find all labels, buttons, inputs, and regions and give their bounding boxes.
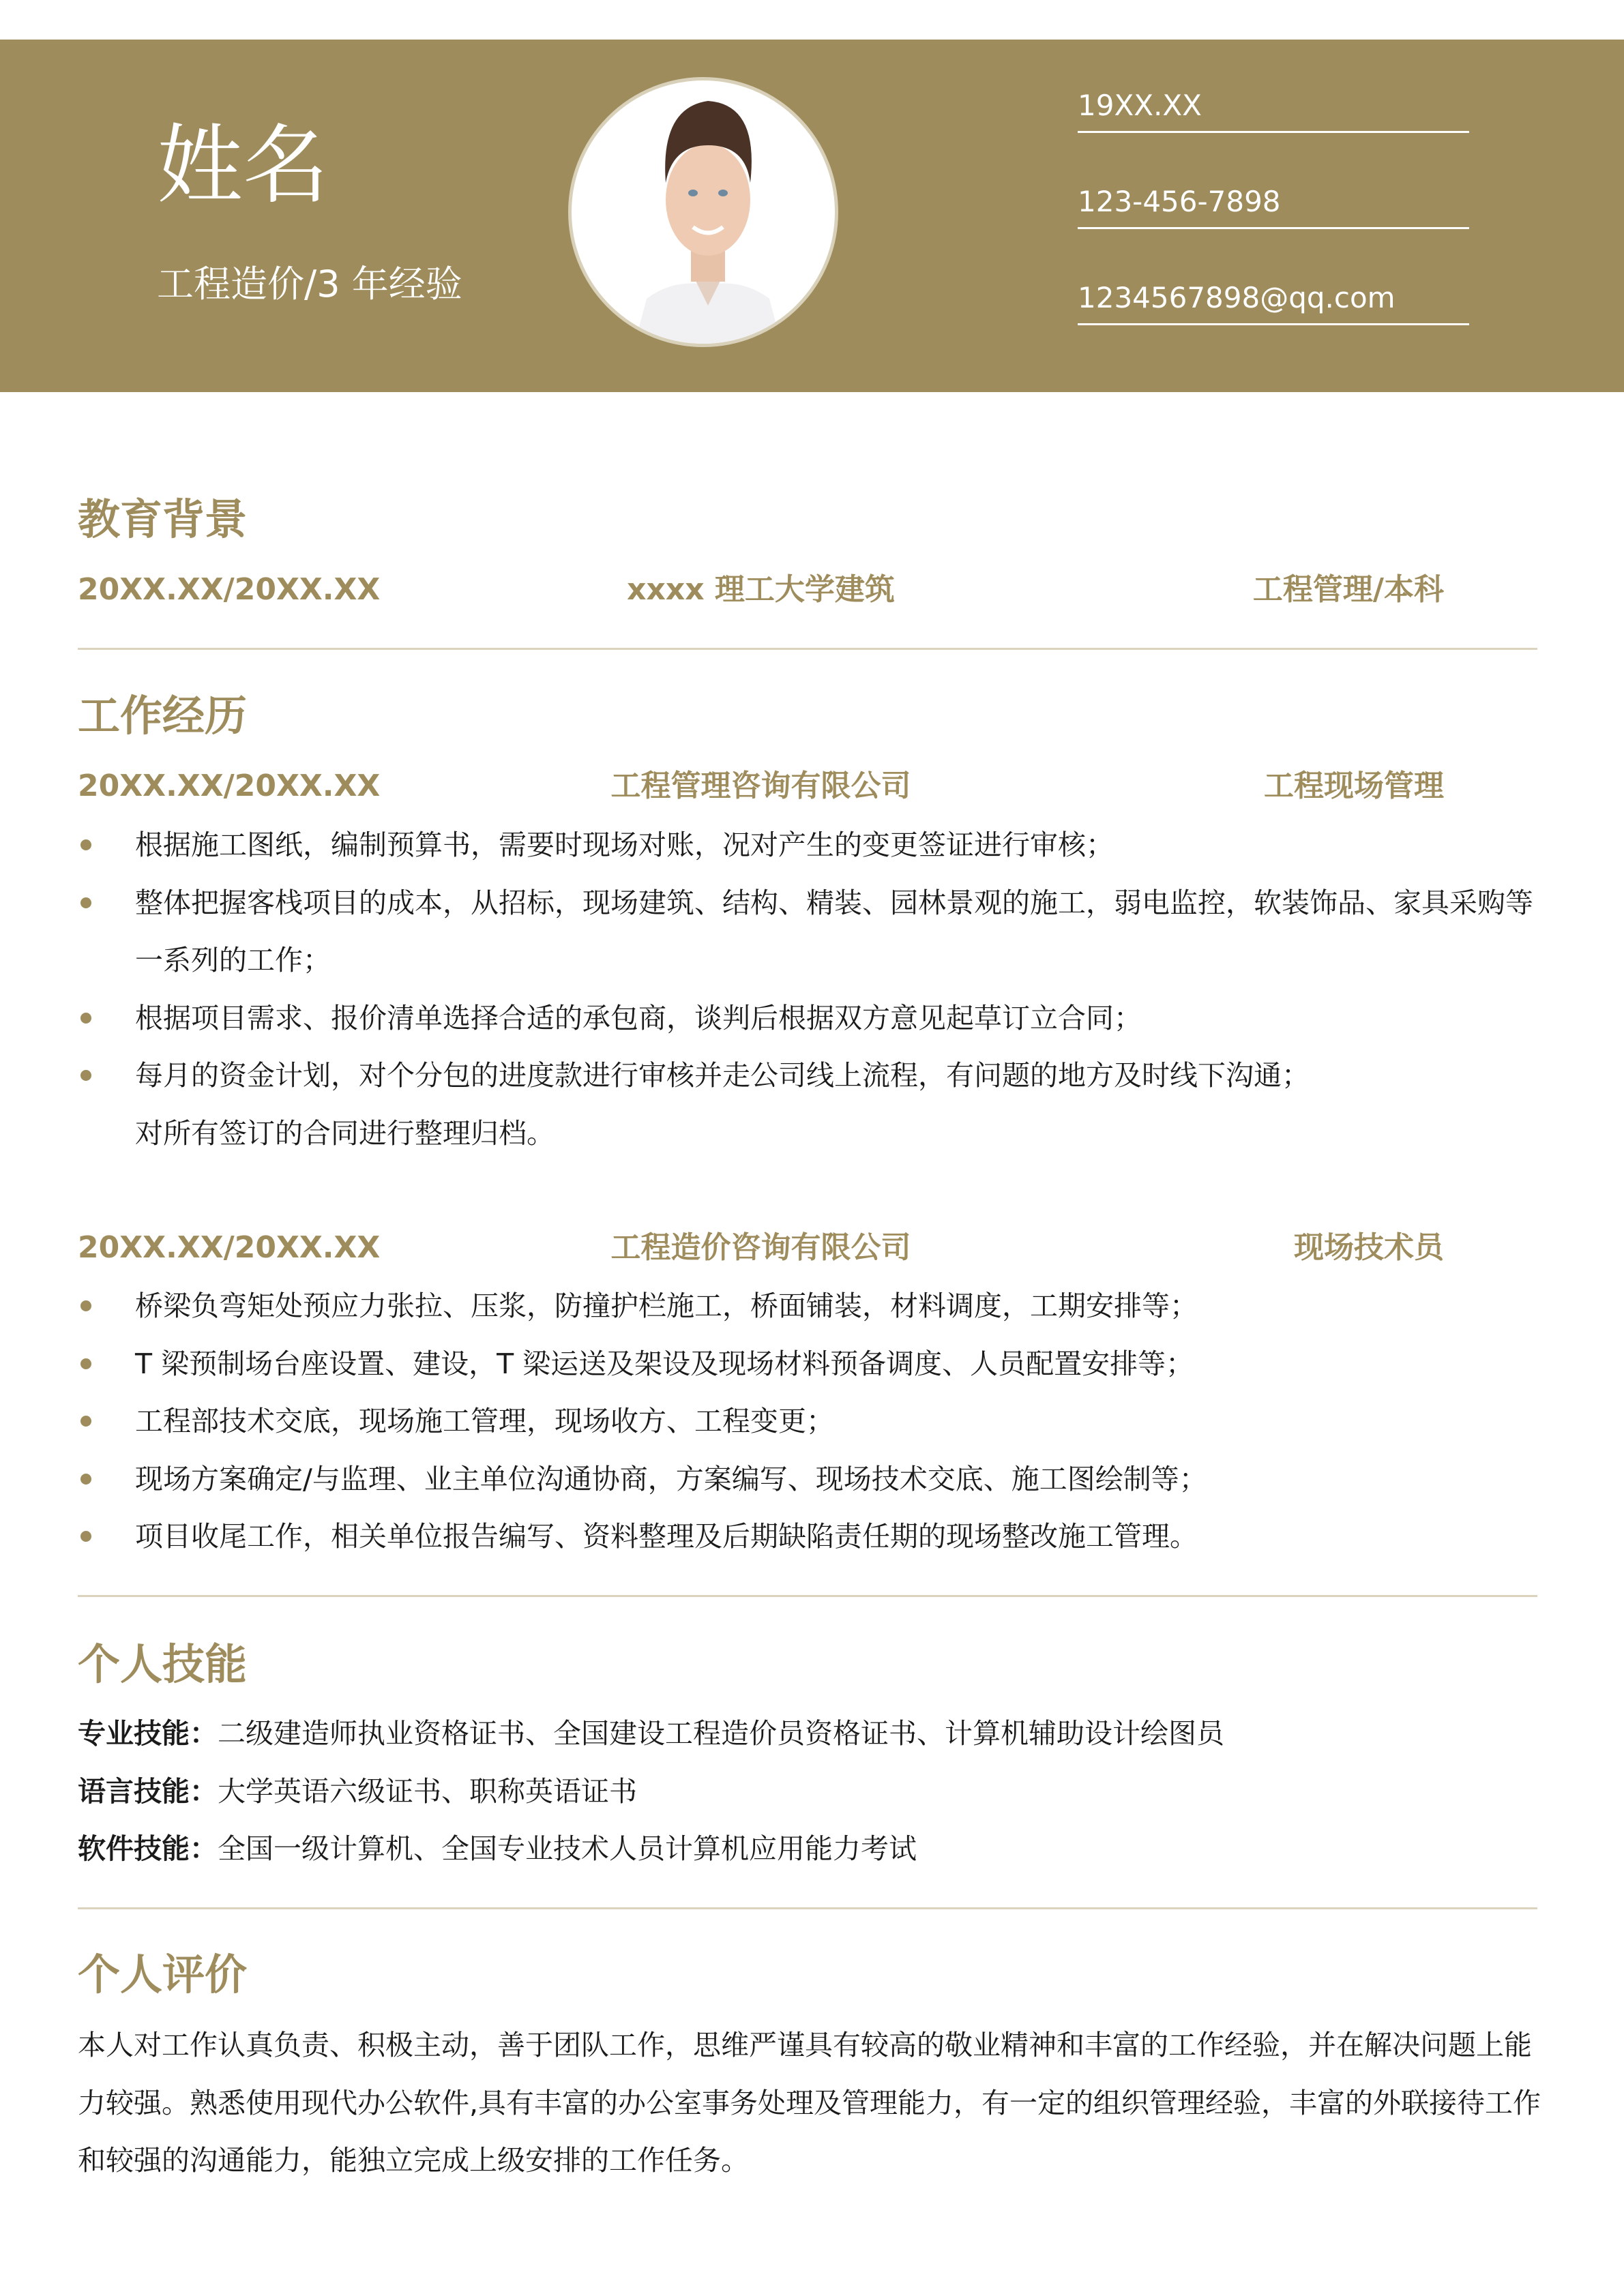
job-date: 20XX.XX/20XX.XX	[78, 769, 381, 803]
education-major: 工程管理/本科	[1252, 572, 1444, 607]
job-duties	[78, 1277, 1551, 1566]
bullet-icon	[80, 839, 91, 850]
divider	[78, 1907, 1537, 1909]
list-item: 整体把握客栈项目的成本，从招标，现场建筑、结构、精装、园林景观的施工，弱电监控，软装饰品、家具采购等一系列的工作；	[78, 874, 1551, 989]
list-item: 现场方案确定/与监理、业主单位沟通协商，方案编写、现场技术交底、施工图绘制等；	[78, 1450, 1551, 1508]
name: 姓名	[157, 115, 329, 215]
phone: 123-456-7898	[1078, 181, 1469, 229]
job-date: 20XX.XX/20XX.XX	[78, 1230, 381, 1265]
bullet-icon	[80, 1070, 91, 1081]
bullet-icon	[80, 1531, 91, 1542]
list-item: 桥梁负弯矩处预应力张拉、压浆，防撞护栏施工，桥面铺装，材料调度，工期安排等；	[78, 1277, 1551, 1335]
skill-line: 专业技能：二级建造师执业资格证书、全国建设工程造价员资格证书、计算机辅助设计绘图员	[78, 1717, 1224, 1750]
job-company: 工程造价咨询有限公司	[610, 1230, 911, 1265]
skills-list	[78, 1705, 1551, 1878]
bullet-icon	[80, 1358, 91, 1369]
list-item: 根据项目需求、报价清单选择合适的承包商，谈判后根据双方意见起草订立合同；	[78, 989, 1551, 1047]
job-role: 现场技术员	[1294, 1230, 1444, 1265]
list-item: 根据施工图纸，编制预算书，需要时现场对账，况对产生的变更签证进行审核；	[78, 816, 1551, 874]
bullet-icon	[80, 897, 91, 908]
evaluation-text: 本人对工作认真负责、积极主动，善于团队工作，思维严谨具有较高的敬业精神和丰富的工作经验，并在解决问题上能力较强。熟悉使用现代办公软件,具有丰富的办公室事务处理及管理能力，有一定的组织管理经验，丰富的外联接待工作和较强的沟通能力，能独立完成上级安排的工作任务。	[78, 2029, 1541, 2177]
list-item: 每月的资金计划，对个分包的进度款进行审核并走公司线上流程，有问题的地方及时线下沟通；	[78, 1047, 1551, 1105]
divider	[78, 648, 1537, 650]
skills-heading: 个人技能	[78, 1639, 248, 1689]
job-row	[78, 1230, 1444, 1267]
education-school: xxxx 理工大学建筑	[627, 572, 895, 607]
evaluation-heading: 个人评价	[78, 1950, 248, 1999]
education-date: 20XX.XX/20XX.XX	[78, 572, 381, 607]
job-duties	[78, 816, 1551, 1162]
job-company: 工程管理咨询有限公司	[610, 769, 911, 803]
job-subtitle: 工程造价/3 年经验	[157, 263, 462, 305]
job-role: 工程现场管理	[1264, 769, 1444, 803]
profile-photo	[568, 77, 838, 347]
skill-line: 软件技能：全国一级计算机、全国专业技术人员计算机应用能力考试	[78, 1832, 917, 1865]
education-row	[78, 572, 1444, 609]
birth-date: 19XX.XX	[1078, 85, 1469, 133]
list-item: T 梁预制场台座设置、建设，T 梁运送及架设及现场材料预备调度、人员配置安排等；	[78, 1335, 1551, 1393]
bullet-icon	[80, 1416, 91, 1427]
skill-line: 语言技能：大学英语六级证书、职称英语证书	[78, 1774, 637, 1808]
email: 1234567898@qq.com	[1078, 278, 1469, 325]
education-heading: 教育背景	[78, 494, 248, 544]
list-item-continuation: 对所有签订的合同进行整理归档。	[135, 1116, 555, 1150]
job-row	[78, 771, 1444, 805]
divider	[78, 1595, 1537, 1597]
list-item: 项目收尾工作，相关单位报告编写、资料整理及后期缺陷责任期的现场整改施工管理。	[78, 1508, 1551, 1566]
list-item: 工程部技术交底，现场施工管理，现场收方、工程变更；	[78, 1392, 1551, 1450]
work-heading: 工作经历	[78, 691, 248, 741]
bullet-icon	[80, 1013, 91, 1024]
bullet-icon	[80, 1474, 91, 1485]
bullet-icon	[80, 1300, 91, 1311]
